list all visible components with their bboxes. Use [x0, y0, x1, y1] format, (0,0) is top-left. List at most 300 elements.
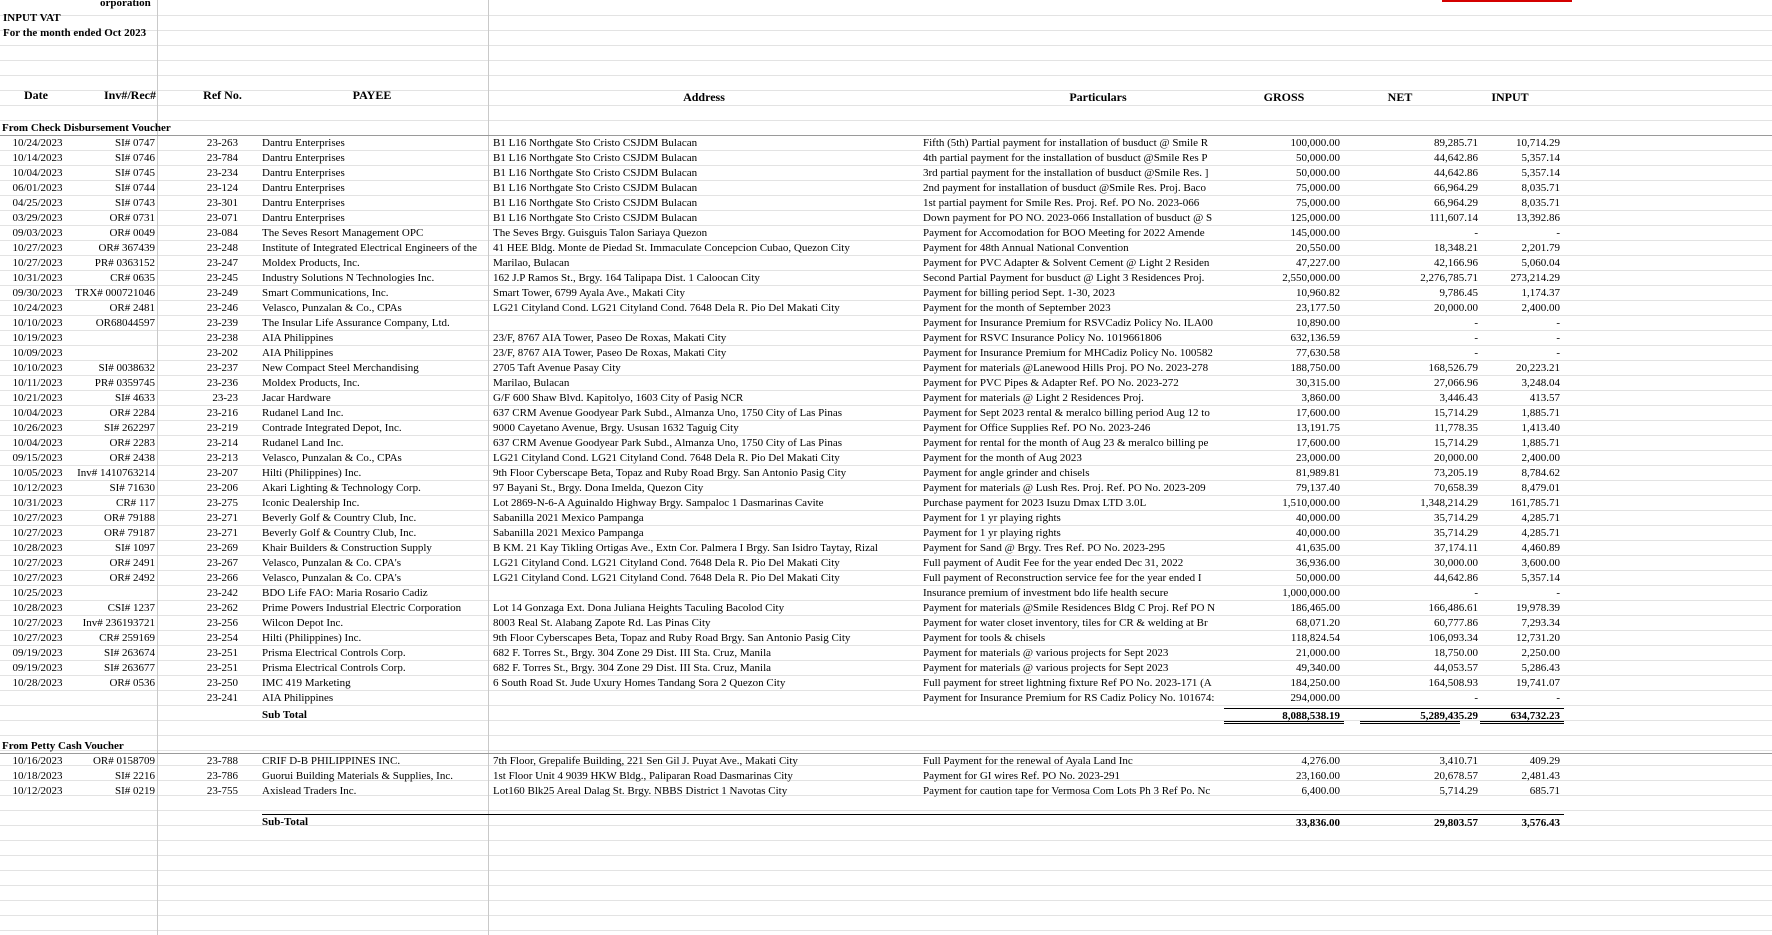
row-input: 8,035.71: [1521, 182, 1560, 194]
row-payee: Rudanel Land Inc.: [262, 407, 344, 419]
row-address: Lot 2869-N-6-A Aguinaldo Highway Brgy. Sampaloc 1 Dasmarinas Cavite: [493, 497, 824, 509]
row-address: 637 CRM Avenue Goodyear Park Subd., Almanza Uno, 1750 City of Las Pinas: [493, 437, 843, 449]
table-row: [0, 406, 1772, 421]
row-payee: Velasco, Punzalan & Co., CPAs: [262, 452, 402, 464]
row-ref: 23-214: [206, 437, 238, 449]
row-date: 10/11/2023: [12, 377, 63, 389]
grid-line: [0, 885, 1772, 886]
row-invoice: SI# 262297: [103, 422, 155, 434]
row-payee: Beverly Golf & Country Club, Inc.: [262, 527, 417, 539]
row-gross: 1,000,000.00: [1282, 587, 1340, 599]
row-date: 10/21/2023: [12, 392, 63, 404]
company-row: [0, 0, 1772, 11]
table-row: [0, 616, 1772, 631]
row-invoice: PR# 0359745: [94, 377, 155, 389]
row-address: 1st Floor Unit 4 9039 HKW Bldg., Paliparan Road Dasmarinas City: [493, 770, 793, 782]
table-row: [0, 271, 1772, 286]
row-particulars: Payment for materials @Lanewood Hills Proj. PO No. 2023-278: [923, 362, 1209, 374]
row-gross: 17,600.00: [1296, 407, 1340, 419]
row-ref: 23-234: [206, 167, 238, 179]
row-payee: Institute of Integrated Electrical Engineers of the: [262, 242, 478, 254]
row-date: 06/01/2023: [12, 182, 63, 194]
row-address: B1 L16 Northgate Sto Cristo CSJDM Bulacan: [493, 197, 698, 209]
row-net: 2,276,785.71: [1420, 272, 1478, 284]
table-row: [0, 511, 1772, 526]
table-row: [0, 346, 1772, 361]
header-gross: GROSS: [1263, 90, 1305, 104]
row-input: 5,286.43: [1521, 662, 1560, 674]
row-net: 35,714.29: [1434, 512, 1478, 524]
row-payee: Moldex Products, Inc.: [262, 377, 360, 389]
row-input: 685.71: [1529, 785, 1560, 797]
row-gross: 21,000.00: [1296, 647, 1340, 659]
row-ref: 23-786: [206, 770, 238, 782]
row-date: 09/15/2023: [12, 452, 63, 464]
row-gross: 188,750.00: [1290, 362, 1340, 374]
row-particulars: Payment for 48th Annual National Convention: [923, 242, 1129, 254]
grid-line: [0, 105, 1772, 106]
header-payee: PAYEE: [352, 88, 392, 102]
row-gross: 294,000.00: [1290, 692, 1340, 704]
row-date: 10/12/2023: [12, 482, 63, 494]
table-row: [0, 586, 1772, 601]
grid-line: [0, 810, 1772, 811]
row-ref: 23-784: [206, 152, 238, 164]
row-ref: 23-301: [206, 197, 238, 209]
row-address: Marilao, Bulacan: [493, 257, 570, 269]
row-ref: 23-236: [206, 377, 238, 389]
row-input: 19,741.07: [1516, 677, 1560, 689]
row-particulars: Payment for PVC Adapter & Solvent Cement @ Light 2 Residen: [923, 257, 1210, 269]
row-net: 20,000.00: [1434, 302, 1478, 314]
row-invoice: CR# 259169: [99, 632, 155, 644]
row-input: 409.29: [1529, 755, 1560, 767]
row-ref: 23-219: [206, 422, 238, 434]
row-invoice: OR# 2481: [109, 302, 155, 314]
row-particulars: Payment for PVC Pipes & Adapter Ref. PO No. 2023-272: [923, 377, 1179, 389]
row-gross: 36,936.00: [1296, 557, 1340, 569]
table-row: [0, 391, 1772, 406]
row-net: 15,714.29: [1434, 407, 1478, 419]
grid-line: [0, 930, 1772, 931]
row-net: 37,174.11: [1434, 542, 1478, 554]
row-date: 10/12/2023: [12, 785, 63, 797]
row-address: 8003 Real St. Alabang Zapote Rd. Las Pinas City: [493, 617, 711, 629]
row-address: Sabanilla 2021 Mexico Pampanga: [493, 527, 644, 539]
row-net: 18,750.00: [1434, 647, 1478, 659]
row-date: 10/27/2023: [12, 527, 63, 539]
grid-line: [0, 840, 1772, 841]
petty-subtotal-net: 29,803.57: [1434, 817, 1478, 829]
row-payee: Khair Builders & Construction Supply: [262, 542, 432, 554]
petty-subtotal-values: [0, 816, 1772, 831]
row-ref: 23-248: [206, 242, 238, 254]
row-address: B KM. 21 Kay Tikling Ortigas Ave., Extn Cor. Palmera I Brgy. San Isidro Taytay, Rizal: [493, 542, 878, 554]
row-ref: 23-271: [206, 512, 238, 524]
row-net: 44,642.86: [1434, 152, 1478, 164]
row-ref: 23-254: [206, 632, 238, 644]
row-net: 164,508.93: [1428, 677, 1478, 689]
table-row: [0, 754, 1772, 769]
row-net: 44,053.57: [1434, 662, 1478, 674]
row-net: -: [1474, 692, 1478, 704]
row-ref: 23-249: [206, 287, 238, 299]
row-invoice: CSI# 1237: [107, 602, 155, 614]
header-row-2: [0, 90, 1772, 105]
row-date: 09/30/2023: [12, 287, 63, 299]
row-invoice: SI# 1097: [114, 542, 155, 554]
row-particulars: Insurance premium of investment bdo life health secure: [923, 587, 1169, 599]
row-invoice: [75, 331, 155, 346]
row-invoice: OR# 2492: [109, 572, 155, 584]
row-address: LG21 Cityland Cond. LG21 Cityland Cond. 7648 Dela R. Pio Del Makati City: [493, 557, 840, 569]
row-payee: Axislead Traders Inc.: [262, 785, 357, 797]
row-payee: Hilti (Philippines) Inc.: [262, 632, 362, 644]
row-address: The Seves Brgy. Guisguis Talon Sariaya Quezon: [493, 227, 708, 239]
row-date: 10/10/2023: [12, 362, 63, 374]
row-input: 2,481.43: [1521, 770, 1560, 782]
section-label-row: [0, 121, 1772, 136]
table-row: [0, 211, 1772, 226]
table-row: [0, 196, 1772, 211]
row-ref: 23-246: [206, 302, 238, 314]
row-particulars: Payment for materials @ various projects for Sept 2023: [923, 662, 1169, 674]
table-row: [0, 646, 1772, 661]
row-invoice: SI# 0747: [114, 137, 155, 149]
row-invoice: OR# 2438: [109, 452, 155, 464]
row-address: Smart Tower, 6799 Ayala Ave., Makati City: [493, 287, 685, 299]
table-row: [0, 769, 1772, 784]
table-row: [0, 256, 1772, 271]
row-gross: 50,000.00: [1296, 152, 1340, 164]
row-ref: 23-207: [206, 467, 238, 479]
row-address: B1 L16 Northgate Sto Cristo CSJDM Bulacan: [493, 182, 698, 194]
row-date: 03/29/2023: [12, 212, 63, 224]
row-ref: 23-275: [206, 497, 238, 509]
subtotal-label: Sub Total: [262, 709, 307, 721]
row-gross: 68,071.20: [1296, 617, 1340, 629]
row-net: 5,714.29: [1439, 785, 1478, 797]
row-date: 10/09/2023: [12, 347, 63, 359]
row-payee: Dantru Enterprises: [262, 152, 345, 164]
table-row: [0, 541, 1772, 556]
row-address: 23/F, 8767 AIA Tower, Paseo De Roxas, Makati City: [493, 332, 727, 344]
row-input: 5,357.14: [1521, 152, 1560, 164]
row-invoice: SI# 0746: [114, 152, 155, 164]
row-payee: Dantru Enterprises: [262, 137, 345, 149]
row-address: 7th Floor, Grepalife Building, 221 Sen Gil J. Puyat Ave., Makati City: [493, 755, 798, 767]
row-input: 2,400.00: [1521, 452, 1560, 464]
row-input: 1,885.71: [1521, 437, 1560, 449]
row-input: 5,060.04: [1521, 257, 1560, 269]
row-ref: 23-239: [206, 317, 238, 329]
row-input: 19,978.39: [1516, 602, 1560, 614]
row-particulars: Fifth (5th) Partial payment for installation of busduct @ Smile R: [923, 137, 1209, 149]
row-gross: 40,000.00: [1296, 527, 1340, 539]
petty-subtotal-input: 3,576.43: [1521, 817, 1560, 829]
row-input: -: [1556, 317, 1560, 329]
row-net: 89,285.71: [1434, 137, 1478, 149]
header-input: INPUT: [1491, 90, 1529, 104]
row-input: 2,250.00: [1521, 647, 1560, 659]
row-payee: Beverly Golf & Country Club, Inc.: [262, 512, 417, 524]
grid-line: [0, 45, 1772, 46]
row-input: 1,174.37: [1521, 287, 1560, 299]
row-ref: 23-788: [206, 755, 238, 767]
grid-line: [0, 870, 1772, 871]
subtotal-double-rule: [1480, 721, 1564, 724]
row-invoice: [75, 586, 155, 601]
row-particulars: Second Partial Payment for busduct @ Light 3 Residences Proj.: [923, 272, 1205, 284]
row-payee: Dantru Enterprises: [262, 182, 345, 194]
row-input: 5,357.14: [1521, 572, 1560, 584]
row-payee: Prime Powers Industrial Electric Corporation: [262, 602, 462, 614]
row-input: 2,201.79: [1521, 242, 1560, 254]
row-particulars: Payment for angle grinder and chisels: [923, 467, 1090, 479]
row-gross: 13,191.75: [1296, 422, 1340, 434]
section-label-row: [0, 739, 1772, 754]
row-address: 9000 Cayetano Avenue, Brgy. Ususan 1632 Taguig City: [493, 422, 739, 434]
subtotal-double-rule: [1224, 721, 1344, 724]
subtotal-gross: 8,088,538.19: [1282, 710, 1340, 722]
row-net: 66,964.29: [1434, 182, 1478, 194]
row-gross: 118,824.54: [1290, 632, 1340, 644]
row-particulars: Payment for 1 yr playing rights: [923, 527, 1061, 539]
row-payee: BDO Life FAO: Maria Rosario Cadiz: [262, 587, 428, 599]
row-payee: Wilcon Depot Inc.: [262, 617, 344, 629]
row-invoice: SI# 0745: [114, 167, 155, 179]
row-gross: 100,000.00: [1290, 137, 1340, 149]
row-payee: AIA Philippines: [262, 347, 334, 359]
row-payee: The Insular Life Assurance Company, Ltd.: [262, 317, 450, 329]
petty-subtotal-label: Sub-Total: [262, 816, 309, 828]
row-invoice: CR# 117: [115, 497, 155, 509]
row-payee: IMC 419 Marketing: [262, 677, 351, 689]
row-particulars: Payment for GI wires Ref. PO No. 2023-291: [923, 770, 1121, 782]
row-input: 10,714.29: [1516, 137, 1560, 149]
report-period: For the month ended Oct 2023: [3, 27, 147, 39]
row-payee: Dantru Enterprises: [262, 197, 345, 209]
row-input: 8,479.01: [1521, 482, 1560, 494]
row-invoice: OR# 367439: [98, 242, 155, 254]
table-row: [0, 136, 1772, 151]
row-particulars: Payment for Office Supplies Ref. PO No. 2023-246: [923, 422, 1151, 434]
table-row: [0, 526, 1772, 541]
row-address: LG21 Cityland Cond. LG21 Cityland Cond. 7648 Dela R. Pio Del Makati City: [493, 572, 840, 584]
table-row: [0, 496, 1772, 511]
row-net: -: [1474, 317, 1478, 329]
row-date: 10/24/2023: [12, 137, 63, 149]
grid-line: [0, 900, 1772, 901]
table-row: [0, 241, 1772, 256]
row-ref: 23-206: [206, 482, 238, 494]
row-ref: 23-251: [206, 647, 238, 659]
row-particulars: Payment for tools & chisels: [923, 632, 1046, 644]
row-ref: 23-216: [206, 407, 238, 419]
row-particulars: Payment for RSVC Insurance Policy No. 1019661806: [923, 332, 1162, 344]
row-gross: 4,276.00: [1301, 755, 1340, 767]
row-input: 4,285.71: [1521, 512, 1560, 524]
row-invoice: OR# 0158709: [92, 755, 155, 767]
row-gross: 23,177.50: [1296, 302, 1340, 314]
row-ref: 23-071: [206, 212, 238, 224]
row-gross: 47,227.00: [1296, 257, 1340, 269]
row-payee: AIA Philippines: [262, 692, 334, 704]
row-input: -: [1556, 347, 1560, 359]
table-row: [0, 691, 1772, 706]
row-ref: 23-250: [206, 677, 238, 689]
row-date: 10/24/2023: [12, 302, 63, 314]
row-invoice: OR68044597: [95, 317, 155, 329]
row-address: 23/F, 8767 AIA Tower, Paseo De Roxas, Makati City: [493, 347, 727, 359]
row-particulars: Payment for Sand @ Brgy. Tres Ref. PO No. 2023-295: [923, 542, 1166, 554]
subtotal-net: 5,289,435.29: [1420, 710, 1478, 722]
row-address: [493, 316, 915, 331]
row-particulars: Payment for 1 yr playing rights: [923, 512, 1061, 524]
row-particulars: Payment for rental for the month of Aug 23 & meralco billing pe: [923, 437, 1209, 449]
grid-line: [0, 60, 1772, 61]
row-gross: 23,000.00: [1296, 452, 1340, 464]
row-ref: 23-23: [212, 392, 238, 404]
row-payee: Velasco, Punzalan & Co. CPA's: [262, 572, 402, 584]
header-ref: Ref No.: [203, 88, 242, 102]
row-address: Marilao, Bulacan: [493, 377, 570, 389]
row-invoice: SI# 263677: [103, 662, 155, 674]
row-date: 10/27/2023: [12, 617, 63, 629]
row-date: 10/04/2023: [12, 437, 63, 449]
row-particulars: Full Payment for the renewal of Ayala Land Inc: [923, 755, 1133, 767]
row-address: 682 F. Torres St., Brgy. 304 Zone 29 Dist. III Sta. Cruz, Manila: [493, 647, 772, 659]
row-net: 9,786.45: [1439, 287, 1478, 299]
row-particulars: 3rd partial payment for the installation of busduct @Smile Res. ]: [923, 167, 1209, 179]
row-date: 10/05/2023: [12, 467, 63, 479]
row-gross: 30,315.00: [1296, 377, 1340, 389]
row-net: 73,205.19: [1434, 467, 1478, 479]
row-invoice: Inv# 236193721: [82, 617, 155, 629]
row-date: 10/19/2023: [12, 332, 63, 344]
row-net: 3,410.71: [1439, 755, 1478, 767]
row-input: 413.57: [1529, 392, 1560, 404]
row-net: -: [1474, 347, 1478, 359]
table-row: [0, 376, 1772, 391]
row-particulars: Payment for Insurance Premium for MHCadiz Policy No. 100582: [923, 347, 1213, 359]
row-date: 10/27/2023: [12, 257, 63, 269]
row-gross: 3,860.00: [1301, 392, 1340, 404]
row-date: 10/10/2023: [12, 317, 63, 329]
row-particulars: 1st partial payment for Smile Res. Proj. Ref. PO No. 2023-066: [923, 197, 1200, 209]
row-net: 60,777.86: [1434, 617, 1478, 629]
row-payee: New Compact Steel Merchandising: [262, 362, 419, 374]
section-label-check: From Check Disbursement Voucher: [2, 122, 171, 134]
row-address: 162 J.P Ramos St., Brgy. 164 Talipapa Dist. 1 Caloocan City: [493, 272, 760, 284]
row-ref: 23-237: [206, 362, 238, 374]
table-row: [0, 286, 1772, 301]
row-gross: 77,630.58: [1296, 347, 1340, 359]
row-net: 11,778.35: [1434, 422, 1478, 434]
row-address: LG21 Cityland Cond. LG21 Cityland Cond. 7648 Dela R. Pio Del Makati City: [493, 452, 840, 464]
row-payee: Velasco, Punzalan & Co. CPA's: [262, 557, 402, 569]
row-gross: 17,600.00: [1296, 437, 1340, 449]
row-invoice: OR# 2491: [109, 557, 155, 569]
row-date: 09/19/2023: [12, 647, 63, 659]
row-invoice: OR# 2283: [109, 437, 155, 449]
table-row: [0, 466, 1772, 481]
row-ref: 23-755: [206, 785, 238, 797]
table-row: [0, 676, 1772, 691]
row-payee: AIA Philippines: [262, 332, 334, 344]
row-address: 9th Floor Cyberscapes Beta, Topaz and Ruby Road Brgy. San Antonio Pasig City: [493, 632, 851, 644]
row-ref: 23-256: [206, 617, 238, 629]
row-address: G/F 600 Shaw Blvd. Kapitolyo, 1603 City of Pasig NCR: [493, 392, 744, 404]
row-payee: Rudanel Land Inc.: [262, 437, 344, 449]
row-gross: 41,635.00: [1296, 542, 1340, 554]
row-invoice: OR# 0049: [109, 227, 155, 239]
table-row: [0, 451, 1772, 466]
row-particulars: Purchase payment for 2023 Isuzu Dmax LTD 3.0L: [923, 497, 1147, 509]
row-payee: Moldex Products, Inc.: [262, 257, 360, 269]
row-net: -: [1474, 332, 1478, 344]
row-ref: 23-262: [206, 602, 238, 614]
row-invoice: TRX# 000721046: [75, 287, 155, 299]
row-input: 1,413.40: [1521, 422, 1560, 434]
row-gross: 145,000.00: [1290, 227, 1340, 239]
row-gross: 184,250.00: [1290, 677, 1340, 689]
row-gross: 20,550.00: [1296, 242, 1340, 254]
row-payee: Jacar Hardware: [262, 392, 331, 404]
row-date: 10/31/2023: [12, 497, 63, 509]
subtotal-double-rule: [1360, 721, 1460, 724]
row-address: B1 L16 Northgate Sto Cristo CSJDM Bulacan: [493, 167, 698, 179]
row-date: 10/28/2023: [12, 677, 63, 689]
row-particulars: Payment for Insurance Premium for RS Cadiz Policy No. 101674:: [923, 692, 1215, 704]
table-row: [0, 661, 1772, 676]
row-gross: 632,136.59: [1290, 332, 1340, 344]
row-invoice: SI# 4633: [114, 392, 155, 404]
row-invoice: [75, 691, 155, 706]
row-net: 70,658.39: [1434, 482, 1478, 494]
row-input: -: [1556, 332, 1560, 344]
table-row: [0, 784, 1772, 799]
grid-line: [0, 735, 1772, 736]
row-date: 10/28/2023: [12, 542, 63, 554]
row-input: 13,392.86: [1516, 212, 1560, 224]
row-gross: 6,400.00: [1301, 785, 1340, 797]
row-date: 09/19/2023: [12, 662, 63, 674]
row-particulars: Payment for Sept 2023 rental & meralco billing period Aug 12 to: [923, 407, 1210, 419]
row-gross: 50,000.00: [1296, 167, 1340, 179]
table-row: [0, 571, 1772, 586]
row-date: 10/27/2023: [12, 632, 63, 644]
row-gross: 186,465.00: [1290, 602, 1340, 614]
row-input: 2,400.00: [1521, 302, 1560, 314]
header-particulars: Particulars: [1069, 90, 1127, 104]
row-invoice: SI# 71630: [109, 482, 155, 494]
row-ref: 23-266: [206, 572, 238, 584]
row-payee: Dantru Enterprises: [262, 212, 345, 224]
row-address: [493, 691, 915, 706]
row-date: 10/31/2023: [12, 272, 63, 284]
row-particulars: 2nd payment for installation of busduct @Smile Res. Proj. Baco: [923, 182, 1206, 194]
row-date: 09/03/2023: [12, 227, 63, 239]
row-date: 10/27/2023: [12, 557, 63, 569]
row-input: 12,731.20: [1516, 632, 1560, 644]
row-invoice: PR# 0363152: [94, 257, 155, 269]
row-ref: 23-245: [206, 272, 238, 284]
row-address: B1 L16 Northgate Sto Cristo CSJDM Bulacan: [493, 137, 698, 149]
row-input: 4,460.89: [1521, 542, 1560, 554]
row-net: 20,000.00: [1434, 452, 1478, 464]
row-gross: 40,000.00: [1296, 512, 1340, 524]
